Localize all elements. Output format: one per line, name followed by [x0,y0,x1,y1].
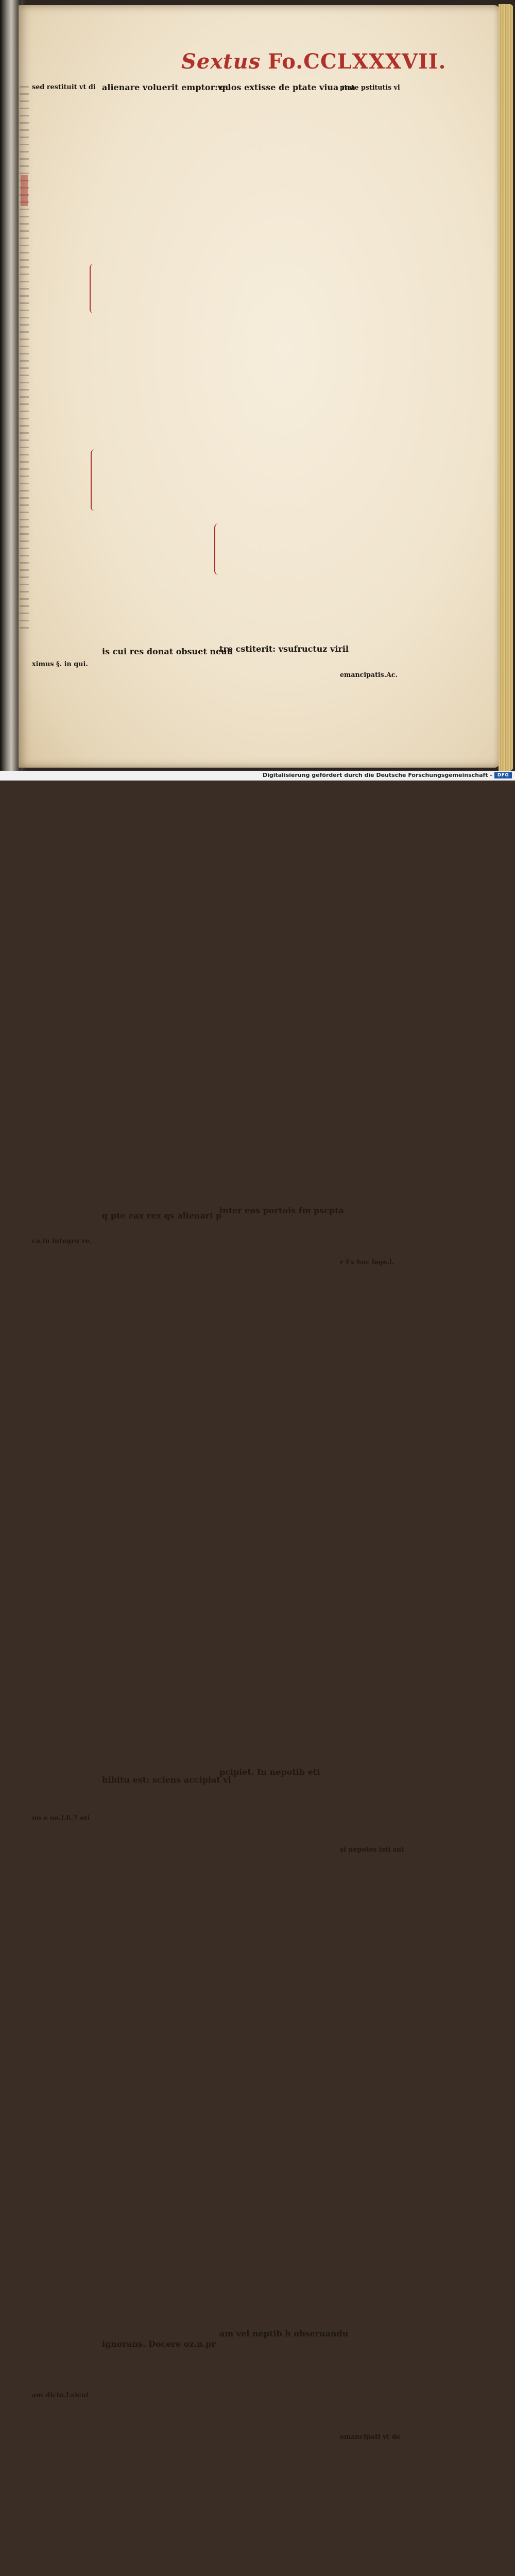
facing-page-red-bleed [21,175,28,206]
gloss-column-left [32,82,96,2399]
gloss-right-line: ptate pstitutis vl [340,83,400,91]
text-column-right [219,82,356,2338]
gloss-left-line: sed restituit vt di [32,83,96,91]
gloss-column-right [340,82,405,2441]
text-middle-line: is cui res donat obsuet neuu [102,647,233,656]
gloss-right-line: emancipati vt de [340,2433,401,2441]
text-middle-line: q pte eax rex qs alienari p [102,1211,222,1221]
text-right-line: am vel neptib h obseruandu [219,2329,349,2338]
book-spine-edge [0,0,21,771]
text-right-line: pcipiet. In nepotib eti [219,1767,320,1777]
text-right-line: quos extisse de ptate viua ma [219,82,356,92]
dfg-logo: DFG [494,772,512,778]
gloss-right-line: emancipatis.Ac. [340,671,398,679]
text-middle-line: alienare voluerit emptor:vel [102,82,231,92]
text-middle-line: ignorans. Docere oz.n.pr [102,2339,216,2349]
red-flourish-2 [91,449,99,511]
page-fore-edge [499,4,513,771]
text-right-line: inter eos portois fm pscpta [219,1206,344,1215]
folio-number: Fo.CCLXXXVII. [268,49,447,74]
red-flourish-1 [90,264,98,313]
gloss-right-line: si nepotes isti sut [340,1845,404,1853]
running-head [175,49,447,77]
red-flourish-3 [214,523,222,575]
text-column-middle [102,82,233,2349]
gloss-left-line: ximus §. in qui. [32,660,88,668]
text-middle-line: hibitu est: sciens accipiat vl [102,1775,231,1785]
footer-credit: Digitalisierung gefördert durch die Deutsche Forschungsgemeinschaft - [262,772,492,778]
gloss-right-line: r Ex hac lege.l. [340,1258,394,1266]
gloss-left-line: no e ne.l.fi.7 eti [32,1815,90,1822]
gloss-left-line: am dicta.l.sicut [32,2392,89,2399]
gloss-left-line: ca.in integru re. [32,1238,92,1245]
facing-page-bleed [20,82,29,629]
running-head-word: Sextus [181,49,261,74]
text-right-line: tre cstiterit: vsufructuz viril [219,644,349,654]
